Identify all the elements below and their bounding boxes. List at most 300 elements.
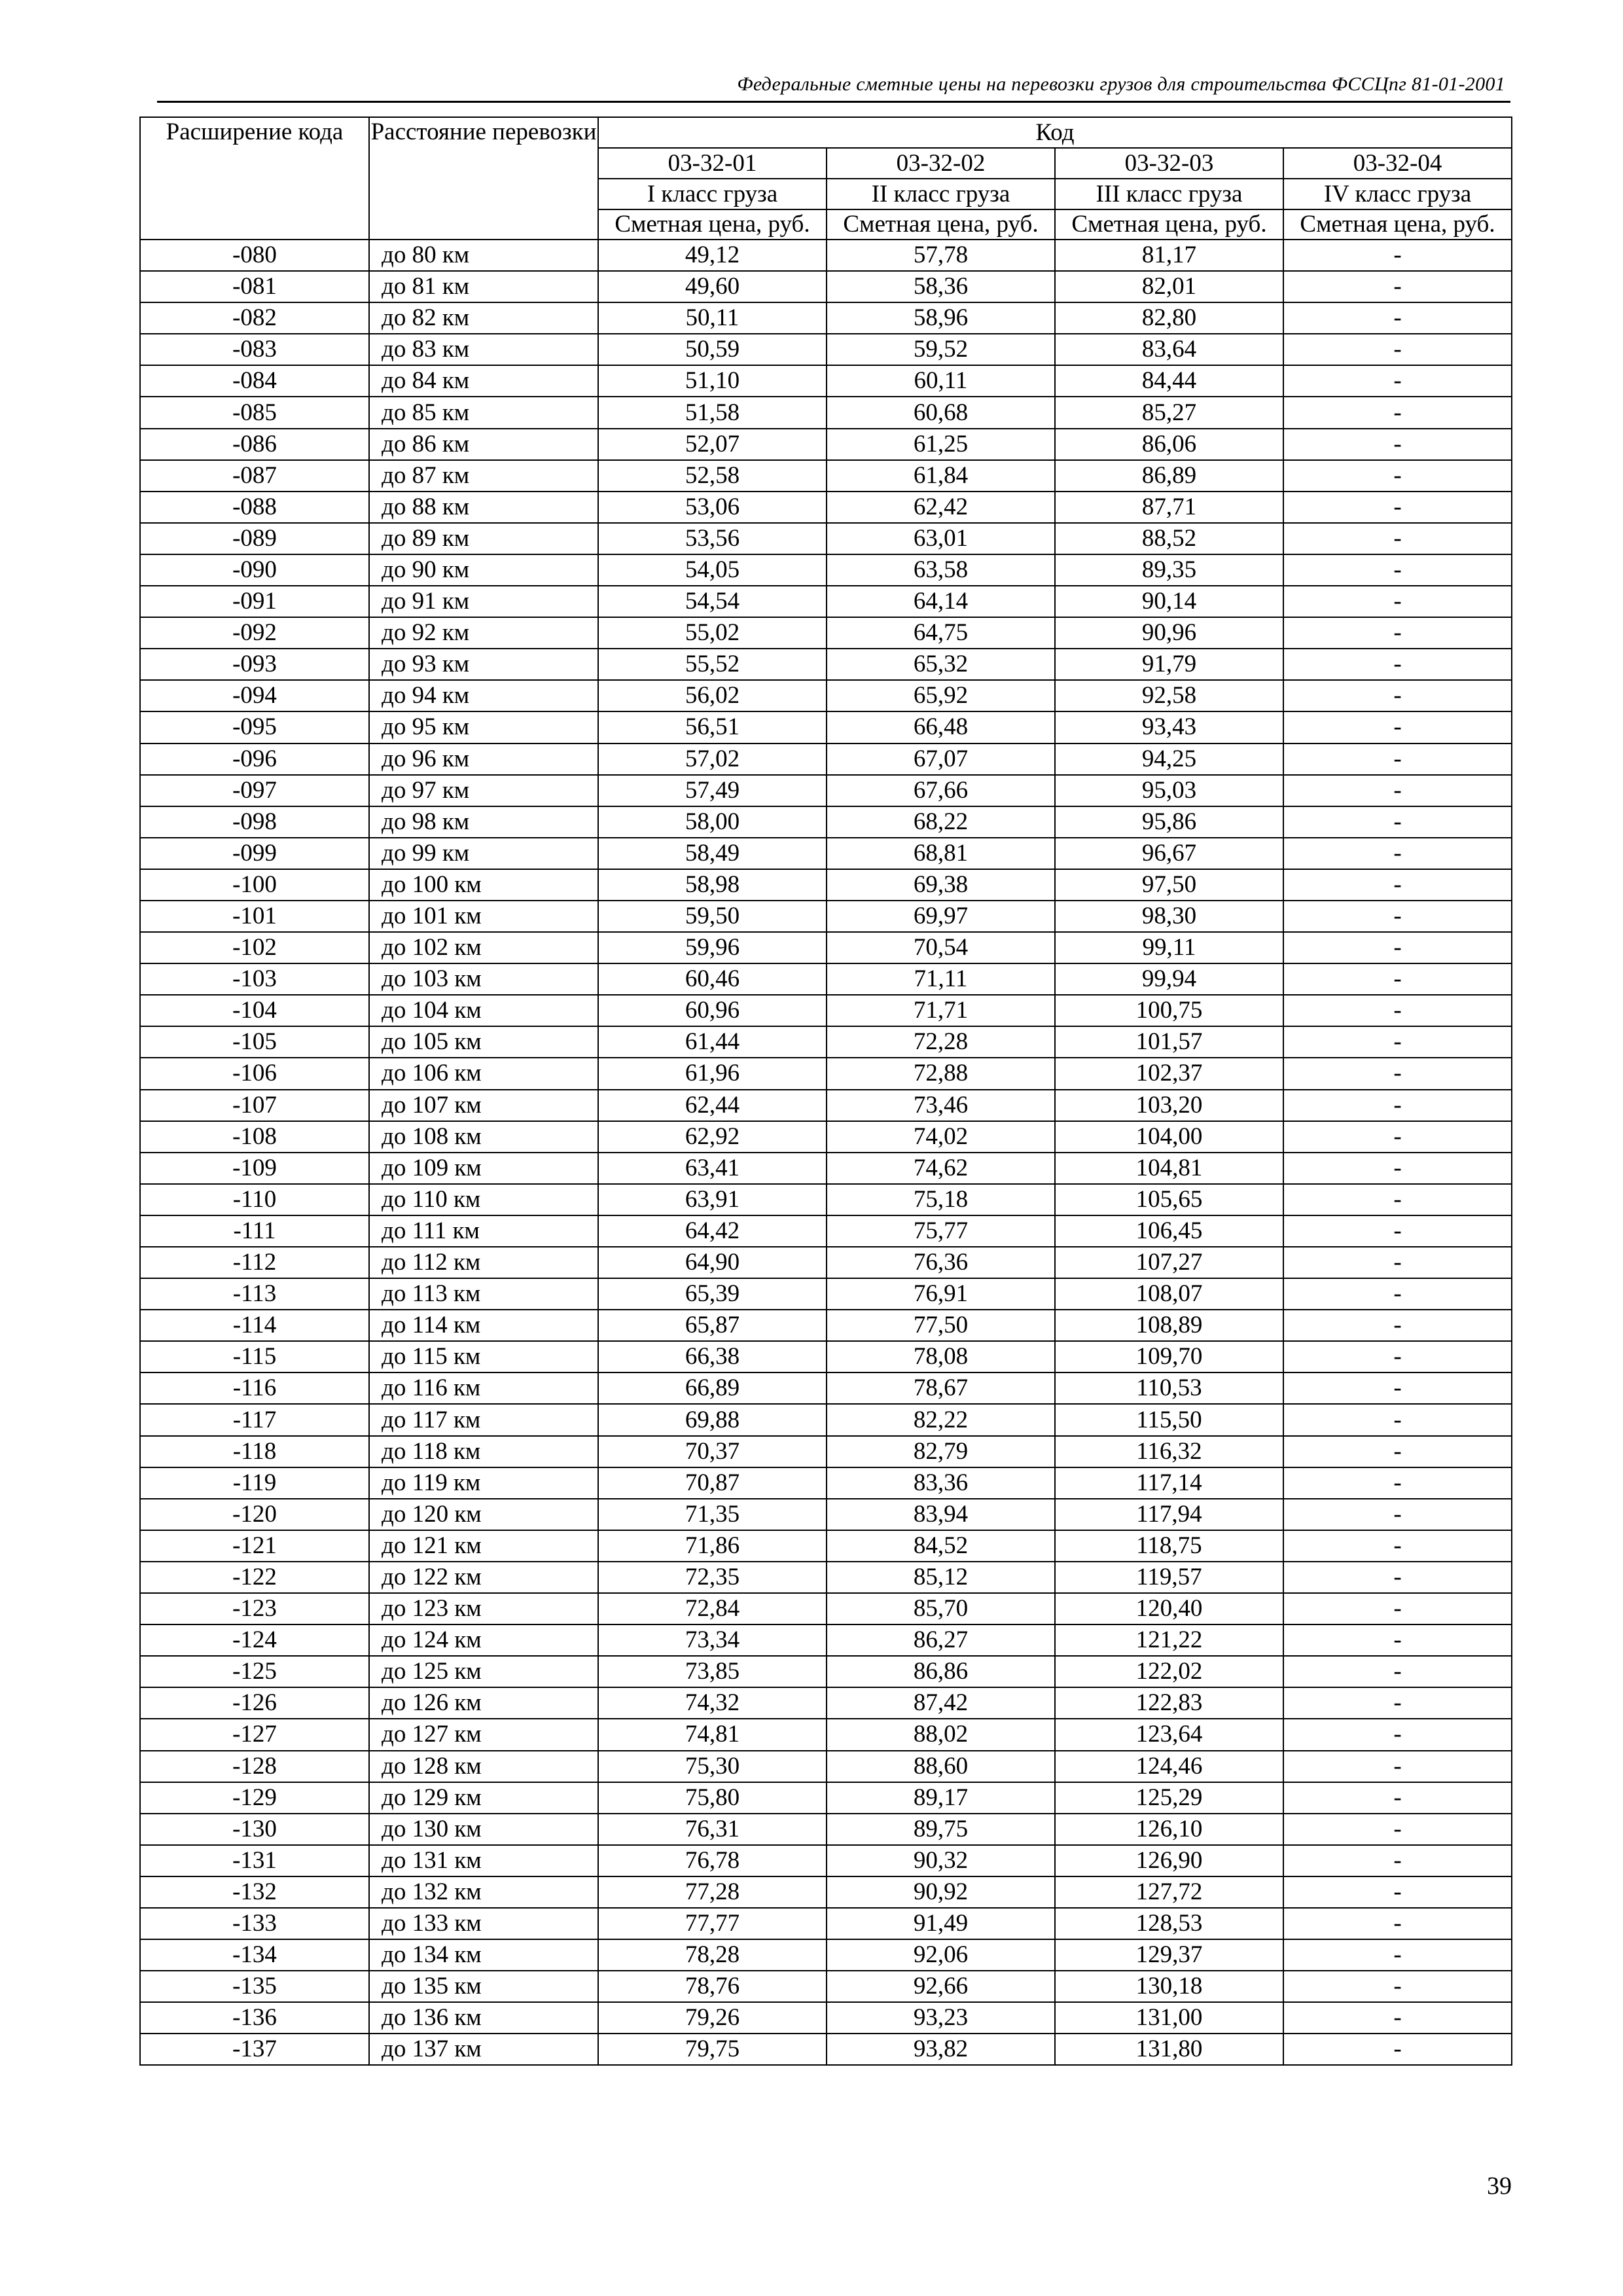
price-class-4-cell: - <box>1283 1845 1512 1876</box>
price-class-1-cell: 58,98 <box>598 869 827 901</box>
table-row <box>140 2034 1512 2065</box>
extension-code-cell: -099 <box>140 838 369 869</box>
extension-code-cell: -083 <box>140 334 369 365</box>
price-class-3-cell: 90,96 <box>1055 617 1283 649</box>
distance-cell: до 83 км <box>369 334 598 365</box>
price-class-3-cell: 98,30 <box>1055 901 1283 932</box>
price-class-3-cell: 93,43 <box>1055 711 1283 743</box>
distance-cell: до 96 км <box>369 744 598 775</box>
price-class-3-cell: 124,46 <box>1055 1751 1283 1782</box>
price-class-1-cell: 62,44 <box>598 1090 827 1121</box>
distance-cell: до 95 км <box>369 711 598 743</box>
extension-code-cell: -094 <box>140 680 369 711</box>
table-row <box>140 1782 1512 1814</box>
price-class-4-cell: - <box>1283 1278 1512 1310</box>
price-class-3-cell: 128,53 <box>1055 1908 1283 1939</box>
price-class-2-cell: 89,17 <box>827 1782 1055 1814</box>
price-class-1-cell: 52,07 <box>598 429 827 460</box>
extension-code-cell: -087 <box>140 460 369 492</box>
price-class-4-cell: - <box>1283 334 1512 365</box>
table-row <box>140 1372 1512 1404</box>
extension-code-cell: -080 <box>140 240 369 271</box>
price-class-1-cell: 55,02 <box>598 617 827 649</box>
extension-code-cell: -110 <box>140 1184 369 1215</box>
extension-code-cell: -137 <box>140 2034 369 2065</box>
extension-code-cell: -090 <box>140 554 369 586</box>
extension-code-cell: -116 <box>140 1372 369 1404</box>
table-row <box>140 932 1512 963</box>
price-class-2-cell: 85,12 <box>827 1562 1055 1593</box>
price-class-3-cell: 109,70 <box>1055 1341 1283 1372</box>
price-class-3-cell: 122,83 <box>1055 1687 1283 1719</box>
price-class-4-cell: - <box>1283 460 1512 492</box>
price-class-2-cell: 86,86 <box>827 1656 1055 1687</box>
table-row <box>140 365 1512 397</box>
price-class-3-cell: 101,57 <box>1055 1026 1283 1058</box>
price-class-3-cell: 127,72 <box>1055 1876 1283 1908</box>
table-row <box>140 1845 1512 1876</box>
extension-code-cell: -112 <box>140 1247 369 1278</box>
price-class-3-cell: 122,02 <box>1055 1656 1283 1687</box>
price-label-4: Сметная цена, руб. <box>1283 209 1512 240</box>
price-class-1-cell: 64,90 <box>598 1247 827 1278</box>
price-class-3-cell: 123,64 <box>1055 1719 1283 1750</box>
distance-cell: до 125 км <box>369 1656 598 1687</box>
price-class-1-cell: 66,89 <box>598 1372 827 1404</box>
price-class-3-cell: 95,03 <box>1055 775 1283 806</box>
price-class-1-cell: 78,28 <box>598 1939 827 1971</box>
table-row <box>140 1184 1512 1215</box>
price-class-1-cell: 65,87 <box>598 1310 827 1341</box>
table-row <box>140 1310 1512 1341</box>
price-class-4-cell: - <box>1283 1593 1512 1624</box>
extension-code-cell: -132 <box>140 1876 369 1908</box>
price-class-2-cell: 91,49 <box>827 1908 1055 1939</box>
extension-code-cell: -128 <box>140 1751 369 1782</box>
price-class-2-cell: 71,71 <box>827 995 1055 1026</box>
price-class-3-cell: 104,81 <box>1055 1153 1283 1184</box>
code-header-4: 03-32-04 <box>1283 148 1512 179</box>
distance-cell: до 121 км <box>369 1530 598 1562</box>
price-class-4-cell: - <box>1283 1090 1512 1121</box>
distance-cell: до 80 км <box>369 240 598 271</box>
price-class-3-cell: 86,89 <box>1055 460 1283 492</box>
distance-cell: до 102 км <box>369 932 598 963</box>
price-class-2-cell: 65,92 <box>827 680 1055 711</box>
extension-code-cell: -097 <box>140 775 369 806</box>
table-row <box>140 2002 1512 2034</box>
price-label-1: Сметная цена, руб. <box>598 209 827 240</box>
table-row <box>140 1687 1512 1719</box>
price-class-1-cell: 64,42 <box>598 1215 827 1247</box>
price-label-2: Сметная цена, руб. <box>827 209 1055 240</box>
price-class-4-cell: - <box>1283 1184 1512 1215</box>
price-class-2-cell: 63,58 <box>827 554 1055 586</box>
price-class-2-cell: 92,66 <box>827 1971 1055 2002</box>
distance-cell: до 86 км <box>369 429 598 460</box>
price-class-3-cell: 100,75 <box>1055 995 1283 1026</box>
extension-code-cell: -085 <box>140 397 369 428</box>
price-class-2-cell: 63,01 <box>827 523 1055 554</box>
table-row <box>140 617 1512 649</box>
price-class-4-cell: - <box>1283 775 1512 806</box>
price-class-2-cell: 74,62 <box>827 1153 1055 1184</box>
price-class-2-cell: 75,18 <box>827 1184 1055 1215</box>
price-class-4-cell: - <box>1283 2002 1512 2034</box>
distance-cell: до 115 км <box>369 1341 598 1372</box>
price-class-1-cell: 50,59 <box>598 334 827 365</box>
extension-code-cell: -129 <box>140 1782 369 1814</box>
table-row <box>140 302 1512 334</box>
extension-code-cell: -106 <box>140 1058 369 1089</box>
extension-code-cell: -134 <box>140 1939 369 1971</box>
price-class-1-cell: 74,81 <box>598 1719 827 1750</box>
price-class-1-cell: 53,06 <box>598 492 827 523</box>
distance-cell: до 130 км <box>369 1814 598 1845</box>
price-class-2-cell: 76,91 <box>827 1278 1055 1310</box>
price-class-4-cell: - <box>1283 838 1512 869</box>
price-class-2-cell: 93,82 <box>827 2034 1055 2065</box>
extension-code-cell: -124 <box>140 1624 369 1656</box>
price-class-4-cell: - <box>1283 995 1512 1026</box>
price-class-1-cell: 52,58 <box>598 460 827 492</box>
price-class-2-cell: 75,77 <box>827 1215 1055 1247</box>
extension-code-cell: -115 <box>140 1341 369 1372</box>
price-class-1-cell: 51,58 <box>598 397 827 428</box>
price-class-4-cell: - <box>1283 1939 1512 1971</box>
table-row <box>140 460 1512 492</box>
extension-code-cell: -098 <box>140 806 369 838</box>
price-class-2-cell: 74,02 <box>827 1121 1055 1153</box>
distance-cell: до 128 км <box>369 1751 598 1782</box>
col-header-distance: Расстояние перевозки <box>369 117 598 240</box>
price-class-1-cell: 55,52 <box>598 649 827 680</box>
extension-code-cell: -084 <box>140 365 369 397</box>
price-class-3-cell: 94,25 <box>1055 744 1283 775</box>
price-class-3-cell: 95,86 <box>1055 806 1283 838</box>
price-class-2-cell: 76,36 <box>827 1247 1055 1278</box>
price-table <box>139 117 1512 2066</box>
distance-cell: до 133 км <box>369 1908 598 1939</box>
distance-cell: до 104 км <box>369 995 598 1026</box>
price-class-1-cell: 76,31 <box>598 1814 827 1845</box>
extension-code-cell: -135 <box>140 1971 369 2002</box>
table-row <box>140 240 1512 271</box>
class-header-3: III класс груза <box>1055 179 1283 209</box>
price-label-3: Сметная цена, руб. <box>1055 209 1283 240</box>
extension-code-cell: -100 <box>140 869 369 901</box>
price-class-2-cell: 78,67 <box>827 1372 1055 1404</box>
price-class-2-cell: 83,94 <box>827 1499 1055 1530</box>
price-class-3-cell: 116,32 <box>1055 1436 1283 1467</box>
extension-code-cell: -123 <box>140 1593 369 1624</box>
table-row <box>140 1341 1512 1372</box>
table-row <box>140 1499 1512 1530</box>
price-table-body <box>140 240 1512 2065</box>
extension-code-cell: -109 <box>140 1153 369 1184</box>
extension-code-cell: -108 <box>140 1121 369 1153</box>
price-class-1-cell: 57,49 <box>598 775 827 806</box>
price-class-1-cell: 72,84 <box>598 1593 827 1624</box>
price-class-2-cell: 64,75 <box>827 617 1055 649</box>
price-class-1-cell: 72,35 <box>598 1562 827 1593</box>
price-class-2-cell: 92,06 <box>827 1939 1055 1971</box>
price-class-4-cell: - <box>1283 1121 1512 1153</box>
price-class-3-cell: 118,75 <box>1055 1530 1283 1562</box>
distance-cell: до 93 км <box>369 649 598 680</box>
price-class-3-cell: 99,11 <box>1055 932 1283 963</box>
price-class-3-cell: 117,14 <box>1055 1467 1283 1499</box>
price-class-2-cell: 90,92 <box>827 1876 1055 1908</box>
price-class-1-cell: 69,88 <box>598 1404 827 1435</box>
price-class-1-cell: 59,50 <box>598 901 827 932</box>
price-class-2-cell: 60,68 <box>827 397 1055 428</box>
price-class-2-cell: 88,60 <box>827 1751 1055 1782</box>
price-class-1-cell: 50,11 <box>598 302 827 334</box>
extension-code-cell: -091 <box>140 586 369 617</box>
price-class-1-cell: 66,38 <box>598 1341 827 1372</box>
price-class-2-cell: 78,08 <box>827 1341 1055 1372</box>
price-class-2-cell: 86,27 <box>827 1624 1055 1656</box>
price-class-2-cell: 84,52 <box>827 1530 1055 1562</box>
distance-cell: до 122 км <box>369 1562 598 1593</box>
extension-code-cell: -092 <box>140 617 369 649</box>
distance-cell: до 94 км <box>369 680 598 711</box>
price-class-4-cell: - <box>1283 901 1512 932</box>
extension-code-cell: -118 <box>140 1436 369 1467</box>
table-row <box>140 680 1512 711</box>
table-row <box>140 869 1512 901</box>
extension-code-cell: -086 <box>140 429 369 460</box>
extension-code-cell: -122 <box>140 1562 369 1593</box>
price-class-2-cell: 82,79 <box>827 1436 1055 1467</box>
price-class-2-cell: 60,11 <box>827 365 1055 397</box>
price-class-4-cell: - <box>1283 711 1512 743</box>
price-class-1-cell: 51,10 <box>598 365 827 397</box>
price-class-3-cell: 91,79 <box>1055 649 1283 680</box>
table-row <box>140 523 1512 554</box>
price-class-4-cell: - <box>1283 523 1512 554</box>
extension-code-cell: -121 <box>140 1530 369 1562</box>
price-class-4-cell: - <box>1283 1814 1512 1845</box>
price-class-1-cell: 49,60 <box>598 271 827 302</box>
distance-cell: до 106 км <box>369 1058 598 1089</box>
price-class-3-cell: 96,67 <box>1055 838 1283 869</box>
price-class-1-cell: 58,00 <box>598 806 827 838</box>
table-row <box>140 1593 1512 1624</box>
distance-cell: до 114 км <box>369 1310 598 1341</box>
table-row <box>140 1467 1512 1499</box>
price-class-4-cell: - <box>1283 1908 1512 1939</box>
price-class-1-cell: 58,49 <box>598 838 827 869</box>
price-class-1-cell: 65,39 <box>598 1278 827 1310</box>
price-class-1-cell: 77,28 <box>598 1876 827 1908</box>
table-row <box>140 1026 1512 1058</box>
extension-code-cell: -130 <box>140 1814 369 1845</box>
table-row <box>140 1278 1512 1310</box>
price-class-1-cell: 75,80 <box>598 1782 827 1814</box>
extension-code-cell: -120 <box>140 1499 369 1530</box>
price-class-3-cell: 117,94 <box>1055 1499 1283 1530</box>
price-class-2-cell: 85,70 <box>827 1593 1055 1624</box>
price-class-3-cell: 104,00 <box>1055 1121 1283 1153</box>
extension-code-cell: -095 <box>140 711 369 743</box>
price-class-3-cell: 82,01 <box>1055 271 1283 302</box>
price-class-4-cell: - <box>1283 240 1512 271</box>
running-header: Федеральные сметные цены на перевозки грузов для строительства ФССЦпг 81-01-2001 <box>737 73 1505 95</box>
price-class-4-cell: - <box>1283 1436 1512 1467</box>
price-class-3-cell: 130,18 <box>1055 1971 1283 2002</box>
col-header-code: Код <box>598 117 1512 148</box>
distance-cell: до 124 км <box>369 1624 598 1656</box>
table-row <box>140 1908 1512 1939</box>
extension-code-cell: -114 <box>140 1310 369 1341</box>
price-class-2-cell: 61,84 <box>827 460 1055 492</box>
table-row <box>140 1090 1512 1121</box>
distance-cell: до 135 км <box>369 1971 598 2002</box>
price-class-2-cell: 67,66 <box>827 775 1055 806</box>
class-header-1: I класс груза <box>598 179 827 209</box>
price-class-4-cell: - <box>1283 1562 1512 1593</box>
price-class-3-cell: 89,35 <box>1055 554 1283 586</box>
price-class-2-cell: 68,22 <box>827 806 1055 838</box>
table-row <box>140 1751 1512 1782</box>
extension-code-cell: -081 <box>140 271 369 302</box>
table-row <box>140 1624 1512 1656</box>
distance-cell: до 123 км <box>369 1593 598 1624</box>
price-class-1-cell: 53,56 <box>598 523 827 554</box>
price-class-3-cell: 131,00 <box>1055 2002 1283 2034</box>
price-class-1-cell: 74,32 <box>598 1687 827 1719</box>
price-class-3-cell: 82,80 <box>1055 302 1283 334</box>
table-row <box>140 1814 1512 1845</box>
table-row <box>140 1121 1512 1153</box>
table-row <box>140 995 1512 1026</box>
price-class-2-cell: 72,28 <box>827 1026 1055 1058</box>
price-class-2-cell: 69,97 <box>827 901 1055 932</box>
price-class-4-cell: - <box>1283 1687 1512 1719</box>
price-class-3-cell: 126,10 <box>1055 1814 1283 1845</box>
price-class-1-cell: 54,05 <box>598 554 827 586</box>
price-class-4-cell: - <box>1283 649 1512 680</box>
extension-code-cell: -127 <box>140 1719 369 1750</box>
price-class-4-cell: - <box>1283 1624 1512 1656</box>
price-class-1-cell: 79,75 <box>598 2034 827 2065</box>
distance-cell: до 82 км <box>369 302 598 334</box>
distance-cell: до 112 км <box>369 1247 598 1278</box>
price-class-3-cell: 108,89 <box>1055 1310 1283 1341</box>
price-class-4-cell: - <box>1283 1215 1512 1247</box>
price-class-2-cell: 77,50 <box>827 1310 1055 1341</box>
extension-code-cell: -136 <box>140 2002 369 2034</box>
header-rule <box>157 101 1510 103</box>
table-row <box>140 554 1512 586</box>
price-class-4-cell: - <box>1283 302 1512 334</box>
price-class-4-cell: - <box>1283 680 1512 711</box>
price-class-3-cell: 125,29 <box>1055 1782 1283 1814</box>
table-row <box>140 397 1512 428</box>
price-class-3-cell: 81,17 <box>1055 240 1283 271</box>
price-class-1-cell: 75,30 <box>598 1751 827 1782</box>
price-table-head <box>140 117 1512 240</box>
extension-code-cell: -102 <box>140 932 369 963</box>
price-class-1-cell: 71,35 <box>598 1499 827 1530</box>
price-class-4-cell: - <box>1283 586 1512 617</box>
distance-cell: до 101 км <box>369 901 598 932</box>
extension-code-cell: -107 <box>140 1090 369 1121</box>
price-class-3-cell: 108,07 <box>1055 1278 1283 1310</box>
distance-cell: до 118 км <box>369 1436 598 1467</box>
price-class-4-cell: - <box>1283 1372 1512 1404</box>
distance-cell: до 110 км <box>369 1184 598 1215</box>
distance-cell: до 116 км <box>369 1372 598 1404</box>
price-class-3-cell: 92,58 <box>1055 680 1283 711</box>
price-class-1-cell: 57,02 <box>598 744 827 775</box>
price-class-2-cell: 68,81 <box>827 838 1055 869</box>
price-class-1-cell: 56,51 <box>598 711 827 743</box>
distance-cell: до 109 км <box>369 1153 598 1184</box>
price-class-2-cell: 69,38 <box>827 869 1055 901</box>
price-class-1-cell: 49,12 <box>598 240 827 271</box>
price-class-4-cell: - <box>1283 1153 1512 1184</box>
price-class-4-cell: - <box>1283 1782 1512 1814</box>
price-class-1-cell: 73,85 <box>598 1656 827 1687</box>
price-class-3-cell: 131,80 <box>1055 2034 1283 2065</box>
price-class-4-cell: - <box>1283 397 1512 428</box>
price-class-4-cell: - <box>1283 744 1512 775</box>
price-class-4-cell: - <box>1283 1341 1512 1372</box>
table-row <box>140 1656 1512 1687</box>
price-class-2-cell: 71,11 <box>827 963 1055 995</box>
table-row <box>140 1971 1512 2002</box>
price-class-3-cell: 115,50 <box>1055 1404 1283 1435</box>
price-class-1-cell: 76,78 <box>598 1845 827 1876</box>
table-row <box>140 492 1512 523</box>
price-class-1-cell: 71,86 <box>598 1530 827 1562</box>
price-class-4-cell: - <box>1283 1499 1512 1530</box>
price-class-2-cell: 89,75 <box>827 1814 1055 1845</box>
distance-cell: до 120 км <box>369 1499 598 1530</box>
distance-cell: до 111 км <box>369 1215 598 1247</box>
table-row <box>140 1058 1512 1089</box>
price-class-4-cell: - <box>1283 1058 1512 1089</box>
price-class-1-cell: 73,34 <box>598 1624 827 1656</box>
price-class-4-cell: - <box>1283 1656 1512 1687</box>
price-class-4-cell: - <box>1283 869 1512 901</box>
table-row <box>140 775 1512 806</box>
distance-cell: до 131 км <box>369 1845 598 1876</box>
price-class-3-cell: 97,50 <box>1055 869 1283 901</box>
table-row <box>140 711 1512 743</box>
price-class-2-cell: 83,36 <box>827 1467 1055 1499</box>
distance-cell: до 84 км <box>369 365 598 397</box>
price-class-3-cell: 99,94 <box>1055 963 1283 995</box>
distance-cell: до 89 км <box>369 523 598 554</box>
price-class-2-cell: 65,32 <box>827 649 1055 680</box>
table-row <box>140 1153 1512 1184</box>
distance-cell: до 137 км <box>369 2034 598 2065</box>
extension-code-cell: -105 <box>140 1026 369 1058</box>
table-row <box>140 1562 1512 1593</box>
price-class-3-cell: 84,44 <box>1055 365 1283 397</box>
table-row <box>140 1530 1512 1562</box>
extension-code-cell: -133 <box>140 1908 369 1939</box>
price-class-4-cell: - <box>1283 932 1512 963</box>
table-row <box>140 1876 1512 1908</box>
price-class-4-cell: - <box>1283 1247 1512 1278</box>
distance-cell: до 92 км <box>369 617 598 649</box>
table-row <box>140 1247 1512 1278</box>
